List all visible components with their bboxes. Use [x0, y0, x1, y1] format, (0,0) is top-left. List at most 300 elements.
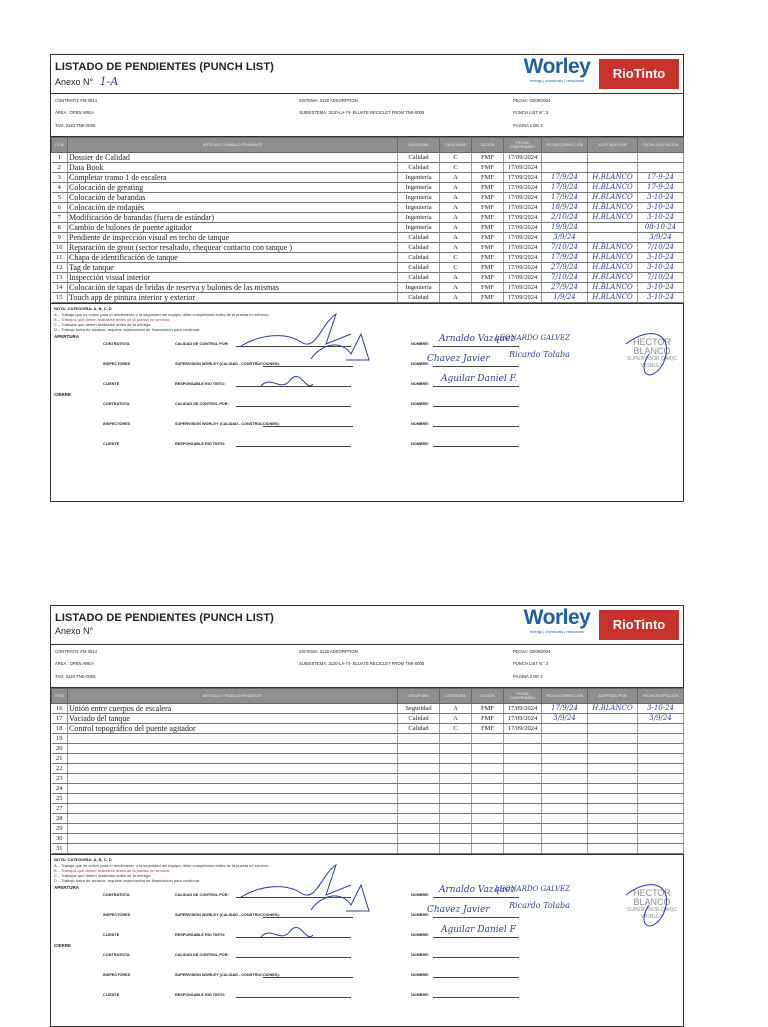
action: FMF — [472, 283, 504, 293]
action: FMF — [472, 203, 504, 213]
name-label: NOMBRE: — [411, 933, 430, 937]
table-row — [52, 834, 684, 844]
accepted-by: H.BLANCO — [588, 293, 638, 303]
action — [472, 764, 504, 774]
worley-logo — [521, 607, 593, 634]
area: ÁREA : OPEN AREA — [55, 110, 94, 115]
table-row — [52, 744, 684, 754]
worley-wordmark: Worley — [523, 606, 591, 629]
col-fecha-correccion: FECHA CORRECCIÓN — [542, 138, 588, 153]
item-description: Data Book — [68, 163, 398, 173]
punch-table — [51, 688, 684, 854]
acceptance-date: 3-10-24 — [638, 283, 684, 293]
discipline — [398, 814, 440, 824]
acceptance-date — [638, 163, 684, 173]
signature-field-label: RESPONSABLE RIO TINTO: — [175, 382, 226, 386]
acceptance-date: 3-10-24 — [638, 704, 684, 714]
accepted-by: H.BLANCO — [588, 203, 638, 213]
note-line: D – Trabajo fuera de alcance, requiere autorización de financiación para continuar. — [54, 878, 201, 883]
discipline: Ingeniería — [398, 183, 440, 193]
name-label: NOMBRE: — [411, 382, 430, 386]
accepted-by — [588, 794, 638, 804]
item-description — [68, 754, 398, 764]
item-number: 18 — [52, 724, 68, 734]
item-number: 28 — [52, 814, 68, 824]
table-row — [52, 824, 684, 834]
acceptance-date — [638, 153, 684, 163]
table-row — [52, 293, 684, 303]
action — [472, 754, 504, 764]
accepted-by — [588, 724, 638, 734]
info-block — [51, 94, 683, 137]
item-number: 29 — [52, 824, 68, 834]
discipline: Calidad — [398, 714, 440, 724]
accepted-by: H.BLANCO — [588, 253, 638, 263]
fecha: FECHA: 02/09/2024 — [513, 98, 551, 103]
item-description: Completar tramo 1 de escalera — [68, 173, 398, 183]
acceptance-date — [638, 754, 684, 764]
discipline — [398, 804, 440, 814]
commitment-date: 17/09/2024 — [504, 163, 542, 173]
table-row — [52, 243, 684, 253]
accepted-by: H.BLANCO — [588, 193, 638, 203]
notes-title: NOTA: CATEGORÍA: A, B, C, D — [54, 306, 112, 311]
col-disciplina: DISCIPLINA — [398, 138, 440, 153]
discipline: Calidad — [398, 243, 440, 253]
acceptance-date — [638, 824, 684, 834]
accepted-by — [588, 774, 638, 784]
signature-field-label: SUPERVISIÓN WORLEY (CALIDAD - CONSTRUCCIONES): — [175, 422, 280, 426]
item-description — [68, 844, 398, 854]
tag: TAG: 3120-TNK-0005 — [55, 674, 96, 679]
subsystem: SUBSISTEMA: 3120-LA-74- ELUATE RECICLET FROM TNK-0005 — [299, 110, 425, 115]
accepted-by: H.BLANCO — [588, 263, 638, 273]
category: C — [440, 253, 472, 263]
category: A — [440, 203, 472, 213]
correction-date: 17/9/24 — [542, 704, 588, 714]
category — [440, 824, 472, 834]
correction-date — [542, 764, 588, 774]
accepted-by — [588, 754, 638, 764]
name-line — [433, 426, 519, 427]
commitment-date: 17/09/2024 — [504, 283, 542, 293]
discipline: Ingeniería — [398, 173, 440, 183]
correction-date — [542, 784, 588, 794]
discipline: Calidad — [398, 153, 440, 163]
item-number: 15 — [52, 293, 68, 303]
accepted-by: H.BLANCO — [588, 273, 638, 283]
signature-line — [236, 997, 351, 998]
correction-date — [542, 734, 588, 744]
col-item: ITEM — [52, 138, 68, 153]
correction-date — [542, 724, 588, 734]
discipline: Calidad — [398, 293, 440, 303]
action — [472, 794, 504, 804]
item-description — [68, 774, 398, 784]
accepted-by — [588, 764, 638, 774]
item-description: Colocación de rodapiés — [68, 203, 398, 213]
col-articulo: ARTÍCULO / TRABAJO PENDIENTE — [68, 138, 398, 153]
notes-signatures — [51, 303, 683, 448]
table-row — [52, 764, 684, 774]
correction-date: 19/9/24 — [542, 223, 588, 233]
name-label: NOMBRE: — [411, 362, 430, 366]
action — [472, 844, 504, 854]
signature-role: CLIENTE — [103, 933, 120, 937]
category — [440, 764, 472, 774]
accepted-by: H.BLANCO — [588, 213, 638, 223]
table-row — [52, 153, 684, 163]
correction-date — [542, 754, 588, 764]
item-description: Inspección visual interior — [68, 273, 398, 283]
item-number: 20 — [52, 744, 68, 754]
correction-date: 1/9/24 — [542, 293, 588, 303]
commitment-date: 17/09/2024 — [504, 233, 542, 243]
col-categoria: CATEGORÍA — [440, 138, 472, 153]
page-number: PÁGINA 2 DE 2 — [513, 674, 543, 679]
punch-list-page-2 — [50, 605, 684, 1027]
signature-role: INSPECTORES — [103, 913, 131, 917]
item-number: 2 — [52, 163, 68, 173]
system: SISTEMA: 3120 ADSORPTION — [299, 649, 358, 654]
category: A — [440, 273, 472, 283]
correction-date — [542, 163, 588, 173]
item-number: 16 — [52, 704, 68, 714]
commitment-date — [504, 764, 542, 774]
action: FMF — [472, 233, 504, 243]
contract: CONTRATO: FM 3014 — [55, 98, 97, 103]
item-description — [68, 784, 398, 794]
table-header — [52, 689, 684, 704]
acceptance-date — [638, 724, 684, 734]
item-number: 13 — [52, 273, 68, 283]
table-row — [52, 844, 684, 854]
cierre-label: CIERRE — [54, 943, 72, 948]
category: A — [440, 283, 472, 293]
correction-date: 27/9/24 — [542, 283, 588, 293]
col-accion: ACCIÓN — [472, 138, 504, 153]
item-description — [68, 834, 398, 844]
item-description — [68, 734, 398, 744]
action — [472, 734, 504, 744]
cierre-label: CIERRE — [54, 392, 72, 397]
category — [440, 804, 472, 814]
name-label: NOMBRE: — [411, 953, 430, 957]
category: C — [440, 163, 472, 173]
name-label: NOMBRE: — [411, 993, 430, 997]
commitment-date: 17/09/2024 — [504, 704, 542, 714]
category: A — [440, 714, 472, 724]
action: FMF — [472, 193, 504, 203]
commitment-date: 17/09/2024 — [504, 263, 542, 273]
item-description: Dossier de Calidad — [68, 153, 398, 163]
item-number: 4 — [52, 183, 68, 193]
commitment-date: 17/09/2024 — [504, 243, 542, 253]
col-fecha-compromiso: FECHA COMPROMISO — [504, 138, 542, 153]
info-block — [51, 645, 683, 688]
commitment-date: 17/09/2024 — [504, 153, 542, 163]
correction-date: 18/9/24 — [542, 203, 588, 213]
item-number: 8 — [52, 223, 68, 233]
commitment-date — [504, 824, 542, 834]
category: A — [440, 293, 472, 303]
commitment-date: 17/09/2024 — [504, 293, 542, 303]
category — [440, 784, 472, 794]
action: FMF — [472, 223, 504, 233]
worley-tagline: energy | chemicals | resources — [529, 78, 585, 83]
signature-line — [236, 446, 351, 447]
commitment-date — [504, 814, 542, 824]
name-line — [433, 957, 519, 958]
discipline: Calidad — [398, 273, 440, 283]
commitment-date: 17/09/2024 — [504, 173, 542, 183]
table-row — [52, 213, 684, 223]
signature-line — [263, 366, 353, 367]
action: FMF — [472, 163, 504, 173]
note-line: A – Trabajo que es crítico para el rendimiento o la seguridad del equipo; debe completarse antes de la puesta en servicio. — [54, 312, 270, 317]
acceptance-date: 7/10/24 — [638, 273, 684, 283]
table-row — [52, 804, 684, 814]
area: ÁREA : OPEN AREA — [55, 661, 94, 666]
punch-list-page-1 — [50, 54, 684, 502]
name-line — [433, 897, 519, 898]
category: C — [440, 263, 472, 273]
item-description: Pendiente de inspección visual en techo de tanque — [68, 233, 398, 243]
commitment-date: 17/09/2024 — [504, 714, 542, 724]
correction-date: 3/9/24 — [542, 233, 588, 243]
acceptance-date — [638, 784, 684, 794]
accepted-by: H.BLANCO — [588, 173, 638, 183]
table-row — [52, 794, 684, 804]
table-row — [52, 273, 684, 283]
riotinto-logo: RioTinto — [599, 610, 679, 640]
correction-date — [542, 834, 588, 844]
note-line: B – Trabajos que deben realizarse antes de la puesta en servicio. — [54, 317, 171, 322]
table-row — [52, 774, 684, 784]
action: FMF — [472, 153, 504, 163]
discipline: Calidad — [398, 233, 440, 243]
signature-role: CLIENTE — [103, 442, 120, 446]
discipline: Calidad — [398, 724, 440, 734]
apertura-label: APERTURA — [54, 334, 80, 339]
table-row — [52, 714, 684, 724]
acceptance-date — [638, 774, 684, 784]
name-label: NOMBRE: — [411, 973, 430, 977]
acceptance-date: 3-10-24 — [638, 253, 684, 263]
acceptance-date — [638, 794, 684, 804]
item-description: Chapa de identificación de tanque — [68, 253, 398, 263]
handwritten-contractor-name: Arnaldo Vazquez — [439, 885, 516, 895]
category: A — [440, 243, 472, 253]
accepted-by — [588, 744, 638, 754]
item-number: 19 — [52, 734, 68, 744]
name-line — [433, 346, 519, 347]
qa-stamp — [621, 338, 683, 370]
action: FMF — [472, 714, 504, 724]
accepted-by — [588, 734, 638, 744]
col-articulo: ARTÍCULO / TRABAJO PENDIENTE — [68, 689, 398, 704]
col-fecha-compromiso: FECHA COMPROMISO — [504, 689, 542, 704]
handwritten-contractor-name: Arnaldo Vazquez — [439, 334, 516, 344]
item-description: Cambio de bulones de puente agitador — [68, 223, 398, 233]
signature-role: CONTRATISTA — [103, 893, 130, 897]
action: FMF — [472, 263, 504, 273]
signature-role: CONTRATISTA — [103, 953, 130, 957]
item-number: 1 — [52, 153, 68, 163]
name-line — [433, 366, 519, 367]
accepted-by — [588, 804, 638, 814]
item-number: 21 — [52, 754, 68, 764]
item-description: Tag de tanque — [68, 263, 398, 273]
discipline — [398, 734, 440, 744]
note-line: B – Trabajos que deben realizarse antes de la puesta en servicio. — [54, 868, 171, 873]
signature-field-label: SUPERVISIÓN WORLEY (CALIDAD - CONSTRUCCIONES): — [175, 913, 280, 917]
handwritten-contractor-name-2: LEONARDO GALVEZ — [495, 885, 571, 893]
action: FMF — [472, 253, 504, 263]
category: A — [440, 183, 472, 193]
commitment-date — [504, 754, 542, 764]
annex-label-text: Anexo N° — [55, 626, 94, 636]
signature-stroke — [261, 927, 313, 937]
table-row — [52, 193, 684, 203]
table-row — [52, 754, 684, 764]
correction-date: 17/9/24 — [542, 193, 588, 203]
name-line — [433, 937, 519, 938]
accepted-by — [588, 824, 638, 834]
note-line: C – Trabajos que deben realizarse antes de la entrega. — [54, 322, 152, 327]
item-number: 3 — [52, 173, 68, 183]
action: FMF — [472, 183, 504, 193]
item-description: Touch app de pintura interior y exterior — [68, 293, 398, 303]
discipline — [398, 834, 440, 844]
commitment-date: 17/09/2024 — [504, 273, 542, 283]
correction-date: 17/9/24 — [542, 253, 588, 263]
correction-date: 2/10/24 — [542, 213, 588, 223]
name-label: NOMBRE: — [411, 442, 430, 446]
item-description: Reparación de grout (sector resaltado, chequear contacto con tanque ) — [68, 243, 398, 253]
accepted-by — [588, 714, 638, 724]
accepted-by — [588, 153, 638, 163]
commitment-date: 17/09/2024 — [504, 223, 542, 233]
item-description: Colocación de greating — [68, 183, 398, 193]
annex-handwritten: 1-A — [99, 75, 119, 88]
correction-date — [542, 153, 588, 163]
action — [472, 784, 504, 794]
col-fecha-correccion: FECHA CORRECCIÓN — [542, 689, 588, 704]
name-line — [433, 977, 519, 978]
discipline: Ingeniería — [398, 283, 440, 293]
signature-stroke — [241, 865, 351, 897]
item-description: Modificación de barandas (fuera de estándar) — [68, 213, 398, 223]
punch-number: PUNCH LIST N°: 3 — [513, 661, 549, 666]
discipline — [398, 764, 440, 774]
correction-date — [542, 844, 588, 854]
category: A — [440, 173, 472, 183]
accepted-by — [588, 223, 638, 233]
item-number: 22 — [52, 764, 68, 774]
signature-role: CLIENTE — [103, 382, 120, 386]
accepted-by: H.BLANCO — [588, 243, 638, 253]
discipline — [398, 744, 440, 754]
table-row — [52, 263, 684, 273]
acceptance-date: 17-9-24 — [638, 173, 684, 183]
col-disciplina: DISCIPLINA — [398, 689, 440, 704]
page-header — [51, 55, 683, 94]
name-label: NOMBRE: — [411, 342, 430, 346]
table-row — [52, 163, 684, 173]
acceptance-date: 3/9/24 — [638, 714, 684, 724]
table-row — [52, 203, 684, 213]
handwritten-inspector-name: Chavez Javier — [427, 905, 490, 915]
item-description — [68, 814, 398, 824]
action: FMF — [472, 293, 504, 303]
discipline: Ingeniería — [398, 193, 440, 203]
item-number: 5 — [52, 193, 68, 203]
acceptance-date: 08-10-24 — [638, 223, 684, 233]
category — [440, 744, 472, 754]
item-description — [68, 744, 398, 754]
correction-date: 17/9/24 — [542, 183, 588, 193]
commitment-date — [504, 744, 542, 754]
commitment-date — [504, 784, 542, 794]
signature-stroke — [311, 334, 369, 360]
col-accion: ACCIÓN — [472, 689, 504, 704]
signature-field-label: RESPONSABLE RIO TINTO: — [175, 442, 226, 446]
item-description — [68, 824, 398, 834]
subsystem: SUBSISTEMA: 3120-LA-74- ELUATE RECICLET FROM TNK-0005 — [299, 661, 425, 666]
correction-date: 27/9/24 — [542, 263, 588, 273]
item-number: 14 — [52, 283, 68, 293]
document-title: LISTADO DE PENDIENTES (PUNCH LIST) — [55, 61, 274, 73]
notes-title: NOTA: CATEGORÍA: A, B, C, D — [54, 857, 112, 862]
signature-role: CONTRATISTA — [103, 342, 130, 346]
annex-label-text: Anexo N° — [55, 77, 94, 87]
name-label: NOMBRE: — [411, 913, 430, 917]
col-fecha-aceptacion: FECHA ACEPTACIÓN — [638, 138, 684, 153]
item-number: 10 — [52, 243, 68, 253]
worley-logo — [521, 56, 593, 83]
accepted-by — [588, 814, 638, 824]
discipline — [398, 784, 440, 794]
item-description — [68, 764, 398, 774]
category: A — [440, 704, 472, 714]
correction-date: 7/10/24 — [542, 243, 588, 253]
category: A — [440, 233, 472, 243]
category — [440, 794, 472, 804]
discipline: Calidad — [398, 253, 440, 263]
stamp-name: HECTOR BLANCO — [633, 337, 671, 356]
item-description: Control topográfico del puente agitador — [68, 724, 398, 734]
col-categoria: CATEGORÍA — [440, 689, 472, 704]
signature-line — [236, 386, 351, 387]
page-number: PÁGINA 1 DE 2 — [513, 123, 543, 128]
signature-line — [263, 917, 353, 918]
table-row — [52, 734, 684, 744]
item-number: 17 — [52, 714, 68, 724]
discipline: Ingeniería — [398, 213, 440, 223]
accepted-by: H.BLANCO — [588, 283, 638, 293]
accepted-by: H.BLANCO — [588, 704, 638, 714]
name-label: NOMBRE: — [411, 893, 430, 897]
discipline — [398, 824, 440, 834]
item-number: 31 — [52, 844, 68, 854]
table-row — [52, 183, 684, 193]
discipline — [398, 754, 440, 764]
apertura-label: APERTURA — [54, 885, 80, 890]
action — [472, 804, 504, 814]
action: FMF — [472, 273, 504, 283]
col-fecha-aceptacion: FECHA ACEPTACIÓN — [638, 689, 684, 704]
